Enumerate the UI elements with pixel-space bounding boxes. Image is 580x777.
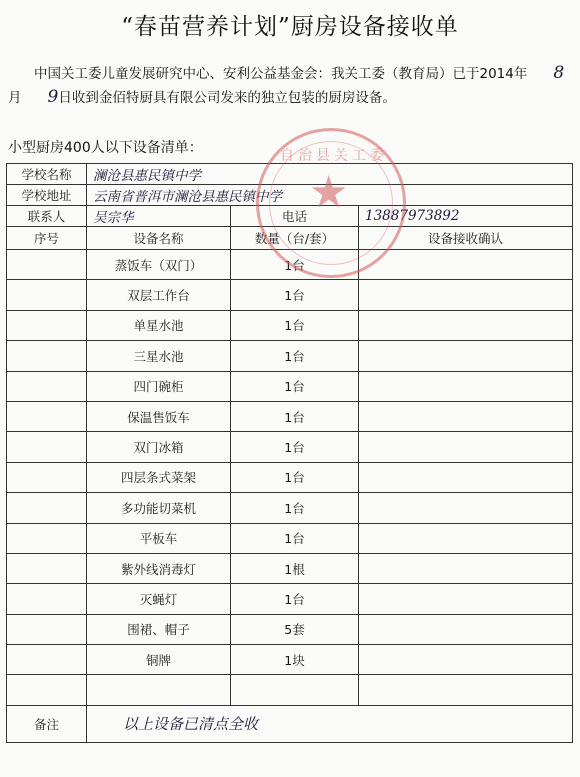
row-index bbox=[7, 432, 87, 462]
equipment-list-label: 小型厨房400人以下设备清单： bbox=[8, 140, 203, 156]
equipment-name: 铜牌 bbox=[87, 645, 231, 675]
page-title: “春苗营养计划”厨房设备接收单 bbox=[121, 14, 459, 40]
row-index bbox=[7, 401, 87, 431]
equipment-name: 紫外线消毒灯 bbox=[87, 553, 231, 583]
table-row bbox=[7, 280, 573, 310]
equipment-name bbox=[87, 675, 231, 705]
equipment-quantity: 1块 bbox=[231, 645, 359, 675]
row-index bbox=[7, 675, 87, 705]
row-index bbox=[7, 280, 87, 310]
equipment-name: 双层工作台 bbox=[87, 280, 231, 310]
receipt-confirm-cell bbox=[359, 645, 573, 675]
row-index bbox=[7, 310, 87, 340]
table-row bbox=[7, 310, 573, 340]
equipment-quantity bbox=[231, 675, 359, 705]
stamp-text: 自治县关工委 bbox=[280, 148, 388, 164]
equipment-quantity: 1台 bbox=[231, 462, 359, 492]
star-icon: ★ bbox=[309, 167, 349, 218]
receipt-confirm-cell bbox=[359, 341, 573, 371]
table-row bbox=[7, 341, 573, 371]
equipment-quantity: 1台 bbox=[231, 250, 359, 280]
row-index bbox=[7, 250, 87, 280]
equipment-name: 平板车 bbox=[87, 523, 231, 553]
equipment-quantity: 1根 bbox=[231, 553, 359, 583]
intro-paragraph bbox=[8, 62, 570, 110]
phone-handwritten: 13887973892 bbox=[365, 208, 460, 224]
equipment-name: 三星水池 bbox=[87, 341, 231, 371]
table-row bbox=[7, 523, 573, 553]
intro-day-suffix: 日收到金佰特厨具有限公司发来的独立包装的厨房设备。 bbox=[58, 90, 396, 106]
row-index bbox=[7, 523, 87, 553]
equipment-name: 双门冰箱 bbox=[87, 432, 231, 462]
row-index bbox=[7, 553, 87, 583]
equipment-name: 围裙、帽子 bbox=[87, 614, 231, 644]
equipment-name: 单星水池 bbox=[87, 310, 231, 340]
equipment-quantity: 5套 bbox=[231, 614, 359, 644]
table-row bbox=[7, 614, 573, 644]
equipment-quantity: 1台 bbox=[231, 493, 359, 523]
school-name-label: 学校名称 bbox=[7, 164, 87, 185]
table-row bbox=[7, 584, 573, 614]
receipt-confirm-cell bbox=[359, 401, 573, 431]
remark-row bbox=[7, 705, 573, 742]
official-seal-stamp bbox=[256, 128, 406, 278]
equipment-quantity: 1台 bbox=[231, 280, 359, 310]
column-index: 序号 bbox=[7, 227, 87, 250]
equipment-name: 四层条式菜架 bbox=[87, 462, 231, 492]
equipment-quantity: 1台 bbox=[231, 371, 359, 401]
equipment-quantity: 1台 bbox=[231, 584, 359, 614]
equipment-name: 蒸饭车（双门） bbox=[87, 250, 231, 280]
remark-label: 备注 bbox=[7, 705, 87, 742]
school-name-handwritten: 澜沧县惠民镇中学 bbox=[93, 168, 201, 184]
equipment-name: 灭蝇灯 bbox=[87, 584, 231, 614]
receipt-confirm-cell bbox=[359, 584, 573, 614]
intro-text: 中国关工委儿童发展研究中心、安利公益基金会：我关工委（教育局）已于 bbox=[34, 66, 480, 82]
column-quantity: 数量（台/套） bbox=[231, 227, 359, 250]
table-row bbox=[7, 371, 573, 401]
school-address-label: 学校地址 bbox=[7, 185, 87, 206]
row-index bbox=[7, 462, 87, 492]
contact-label: 联系人 bbox=[7, 206, 87, 227]
intro-year: 2014年 bbox=[479, 66, 528, 82]
equipment-quantity: 1台 bbox=[231, 401, 359, 431]
receipt-confirm-cell bbox=[359, 462, 573, 492]
table-row bbox=[7, 553, 573, 583]
row-index bbox=[7, 341, 87, 371]
equipment-quantity: 1台 bbox=[231, 310, 359, 340]
table-row bbox=[7, 432, 573, 462]
column-name: 设备名称 bbox=[87, 227, 231, 250]
receipt-confirm-cell bbox=[359, 493, 573, 523]
equipment-name: 多功能切菜机 bbox=[87, 493, 231, 523]
receipt-confirm-cell bbox=[359, 250, 573, 280]
table-row-blank bbox=[7, 675, 573, 705]
receipt-confirm-cell bbox=[359, 432, 573, 462]
handwritten-month: 8 bbox=[553, 63, 565, 83]
receipt-confirm-cell bbox=[359, 675, 573, 705]
phone-label: 电话 bbox=[231, 206, 359, 227]
contact-handwritten: 吴宗华 bbox=[93, 210, 134, 226]
intro-month-suffix: 月 bbox=[8, 90, 22, 106]
row-index bbox=[7, 584, 87, 614]
column-confirm: 设备接收确认 bbox=[359, 227, 573, 250]
equipment-name: 保温售饭车 bbox=[87, 401, 231, 431]
receipt-confirm-cell bbox=[359, 523, 573, 553]
equipment-quantity: 1台 bbox=[231, 432, 359, 462]
equipment-quantity: 1台 bbox=[231, 523, 359, 553]
table-row bbox=[7, 645, 573, 675]
row-index bbox=[7, 371, 87, 401]
receipt-confirm-cell bbox=[359, 371, 573, 401]
row-index bbox=[7, 493, 87, 523]
row-index bbox=[7, 645, 87, 675]
receipt-confirm-cell bbox=[359, 310, 573, 340]
remark-handwritten: 以上设备已清点全收 bbox=[123, 715, 259, 734]
table-row bbox=[7, 401, 573, 431]
equipment-quantity: 1台 bbox=[231, 341, 359, 371]
table-row bbox=[7, 493, 573, 523]
row-index bbox=[7, 614, 87, 644]
remark-value bbox=[87, 705, 573, 742]
table-row bbox=[7, 462, 573, 492]
receipt-confirm-cell bbox=[359, 614, 573, 644]
handwritten-day: 9 bbox=[47, 87, 59, 107]
receipt-confirm-cell bbox=[359, 553, 573, 583]
receipt-confirm-cell bbox=[359, 280, 573, 310]
school-address-handwritten: 云南省普洱市澜沧县惠民镇中学 bbox=[93, 189, 282, 205]
equipment-name: 四门碗柜 bbox=[87, 371, 231, 401]
contact-value bbox=[87, 206, 231, 227]
